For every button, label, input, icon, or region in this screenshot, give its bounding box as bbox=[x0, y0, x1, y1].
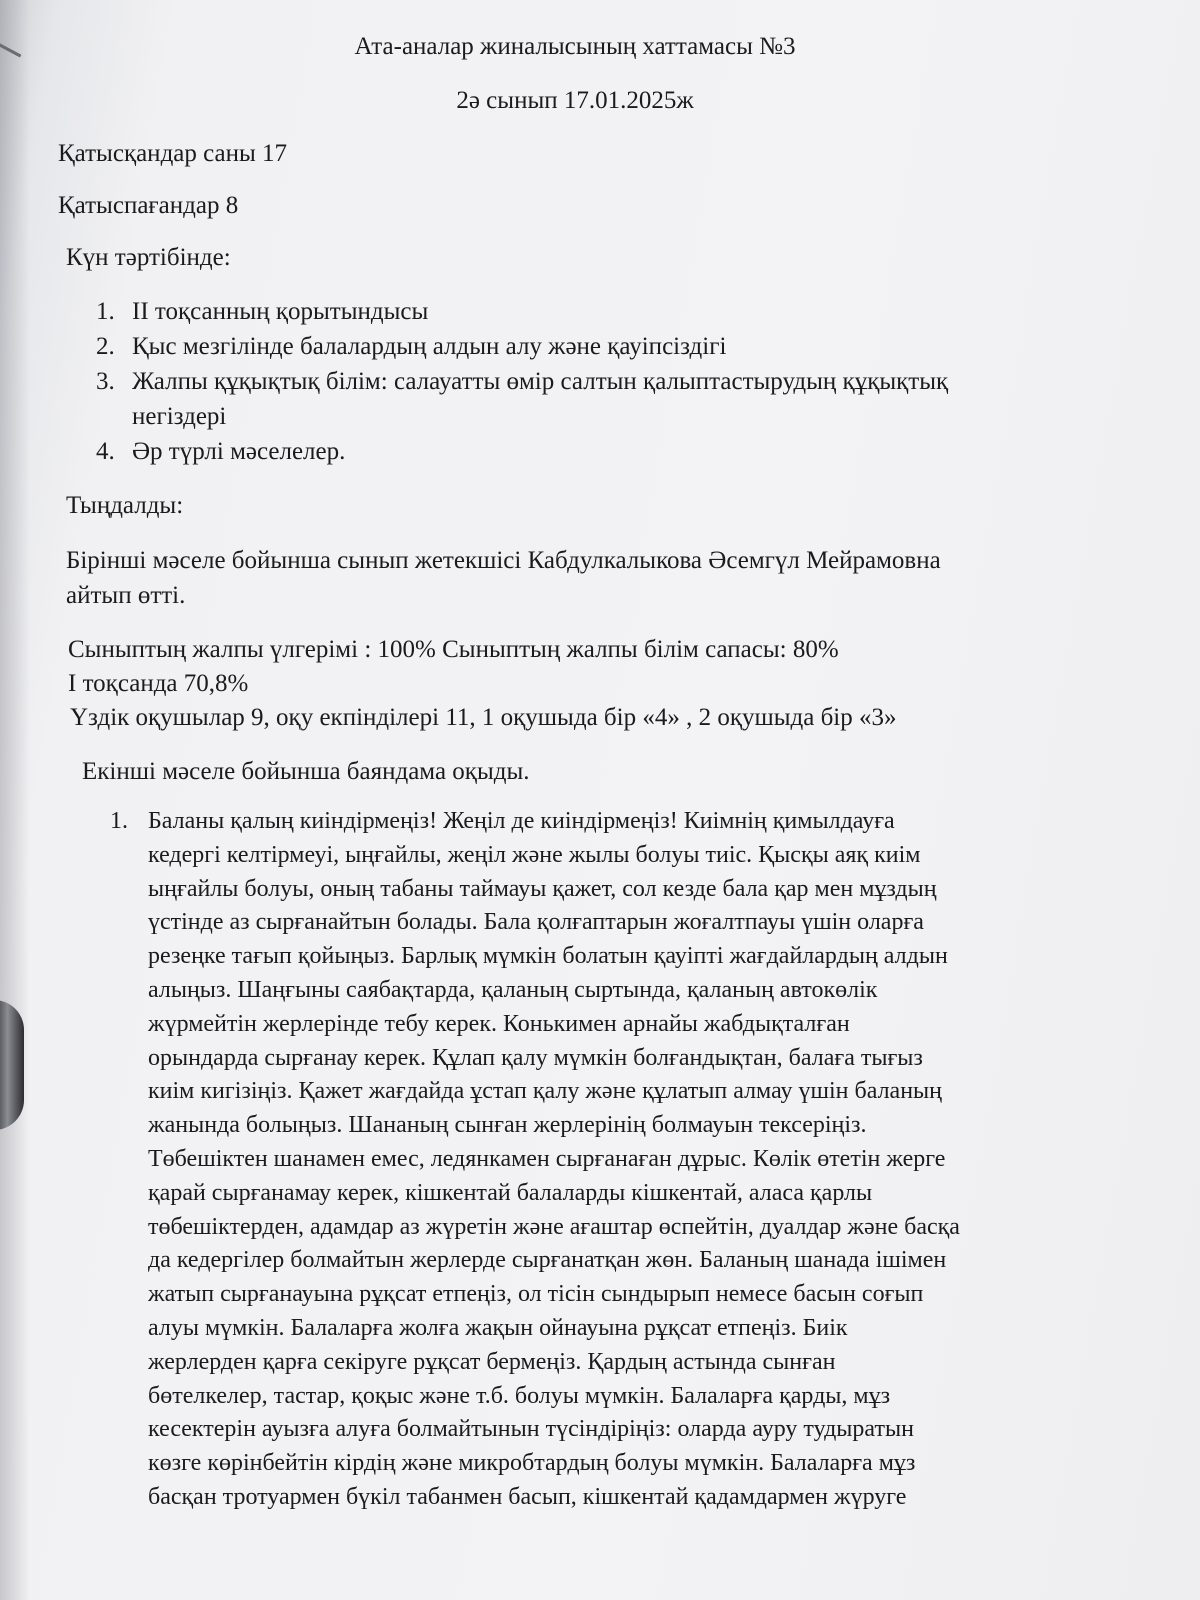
first-issue-line: Бірінші мәселе бойынша сынып жетекшісі Кабдулкалыкова Әсемгүл Мейрамовна bbox=[66, 547, 941, 574]
stats-line: I тоқсанда 70,8% bbox=[68, 670, 249, 697]
agenda-item-continuation: негіздері bbox=[132, 403, 227, 430]
page-edge-shadow bbox=[0, 0, 30, 1600]
report-line: жанында болыңыз. Шананың сынған жерлерінің болмауын тексеріңіз. bbox=[148, 1112, 867, 1139]
report-line: жүрмейтін жерлерінде тебу керек. Конькимен арнайы жабдықталған bbox=[148, 1010, 850, 1037]
agenda-item-number: 3. bbox=[96, 368, 115, 395]
document-title: Ата-аналар жиналысының хаттамасы №3 bbox=[354, 33, 796, 60]
class-and-date: 2ә сынып 17.01.2025ж bbox=[456, 87, 694, 114]
report-line: киім кигізіңіз. Қажет жағдайда ұстап қалу және құлатып алмау үшін баланың bbox=[148, 1078, 943, 1105]
report-line: алуы мүмкін. Балаларға жолға жақын ойнауына рұқсат етпеңіз. Биік bbox=[148, 1314, 848, 1341]
agenda-item-text: II тоқсанның қорытындысы bbox=[132, 298, 429, 325]
report-line: қарай сырғанамау керек, кішкентай балаларды кішкентай, аласа қарлы bbox=[148, 1179, 873, 1206]
report-line: басқан тротуармен бүкіл табанмен басып, кішкентай қадамдармен жүруге bbox=[148, 1483, 907, 1510]
report-line: кесектерін ауызға алуға болмайтынын түсіндіріңіз: оларда ауру тудыратын bbox=[148, 1416, 914, 1443]
agenda-item bbox=[96, 366, 948, 398]
agenda-item-number: 2. bbox=[96, 333, 115, 360]
report-line: Төбешіктен шанамен емес, ледянкамен сырғанаған дұрыс. Көлік өтетін жерге bbox=[148, 1145, 946, 1172]
report-line: кедергі келтірмеуі, ыңғайлы, жеңіл және жылы болуы тиіс. Қысқы аяқ киім bbox=[148, 841, 921, 868]
agenda-item-number: 1. bbox=[96, 298, 115, 325]
report-line: ыңғайлы болуы, оның табаны таймауы қажет, сол кезде бала қар мен мұздың bbox=[148, 875, 937, 902]
report-item-number: 1. bbox=[110, 808, 128, 834]
agenda-item-text: Әр түрлі мәселелер. bbox=[132, 438, 346, 465]
pen-object bbox=[0, 1000, 24, 1130]
report-line: орындарда сырғанау керек. Құлап қалу мүмкін болғандықтан, балаға тығыз bbox=[148, 1044, 923, 1071]
heard-heading: Тыңдалды: bbox=[66, 492, 184, 519]
present-count: Қатысқандар саны 17 bbox=[58, 140, 288, 167]
report-line: алыңыз. Шаңғыны саябақтарда, қаланың сыртында, қаланың автокөлік bbox=[148, 976, 878, 1003]
report-line: төбешіктерден, адамдар аз жүретін және ағаштар өспейтін, дуалдар және басқа bbox=[148, 1213, 960, 1240]
agenda-item-text: Қыс мезгілінде балалардың алдын алу және қауіпсіздігі bbox=[132, 333, 727, 360]
agenda-heading: Күн тәртібінде: bbox=[66, 244, 231, 271]
stats-line: Сыныптың жалпы үлгерімі : 100% Сыныптың жалпы білім сапасы: 80% bbox=[68, 636, 839, 663]
report-line: үстінде аз сырғанайтын болады. Бала қолғаптарын жоғалтпауы үшін оларға bbox=[148, 909, 924, 936]
report-paragraph bbox=[110, 805, 960, 1515]
second-issue: Екінші мәселе бойынша баяндама оқыды. bbox=[82, 758, 530, 785]
first-issue-line: айтып өтті. bbox=[66, 582, 186, 609]
report-line: да кедергілер болмайтын жерлерде сырғанатқан жөн. Баланың шанада ішімен bbox=[148, 1247, 947, 1274]
agenda-item bbox=[96, 436, 345, 468]
agenda-item bbox=[96, 296, 428, 328]
report-line: бөтелкелер, тастар, қоқыс және т.б. болуы мүмкін. Балаларға қарды, мұз bbox=[148, 1382, 891, 1409]
absent-count: Қатыспағандар 8 bbox=[58, 192, 239, 219]
report-line: резеңке тағып қойыңыз. Барлық мүмкін болатын қауіпті жағдайлардың алдын bbox=[148, 943, 948, 970]
stats-line: Үздік оқушылар 9, оқу екпінділері 11, 1 оқушыда бір «4» , 2 оқушыда бір «3» bbox=[70, 704, 897, 731]
report-line: Баланы қалың киіндірмеңіз! Жеңіл де киіндірмеңіз! Киімнің қимылдауға bbox=[148, 808, 895, 834]
agenda-item-number: 4. bbox=[96, 438, 115, 465]
agenda-item bbox=[96, 331, 726, 363]
report-line: жатып сырғанауына рұқсат етпеңіз, ол тісін сындырып немесе басын соғып bbox=[148, 1281, 924, 1308]
report-line: көзге көрінбейтін кірдің және микробтардың болуы мүмкін. Балаларға мұз bbox=[148, 1450, 916, 1477]
report-line: жерлерден қарға секіруге рұқсат бермеңіз. Қардың астында сынған bbox=[148, 1348, 836, 1375]
agenda-item-text: Жалпы құқықтық білім: салауатты өмір салтын қалыптастырудың құқықтық bbox=[132, 368, 949, 395]
